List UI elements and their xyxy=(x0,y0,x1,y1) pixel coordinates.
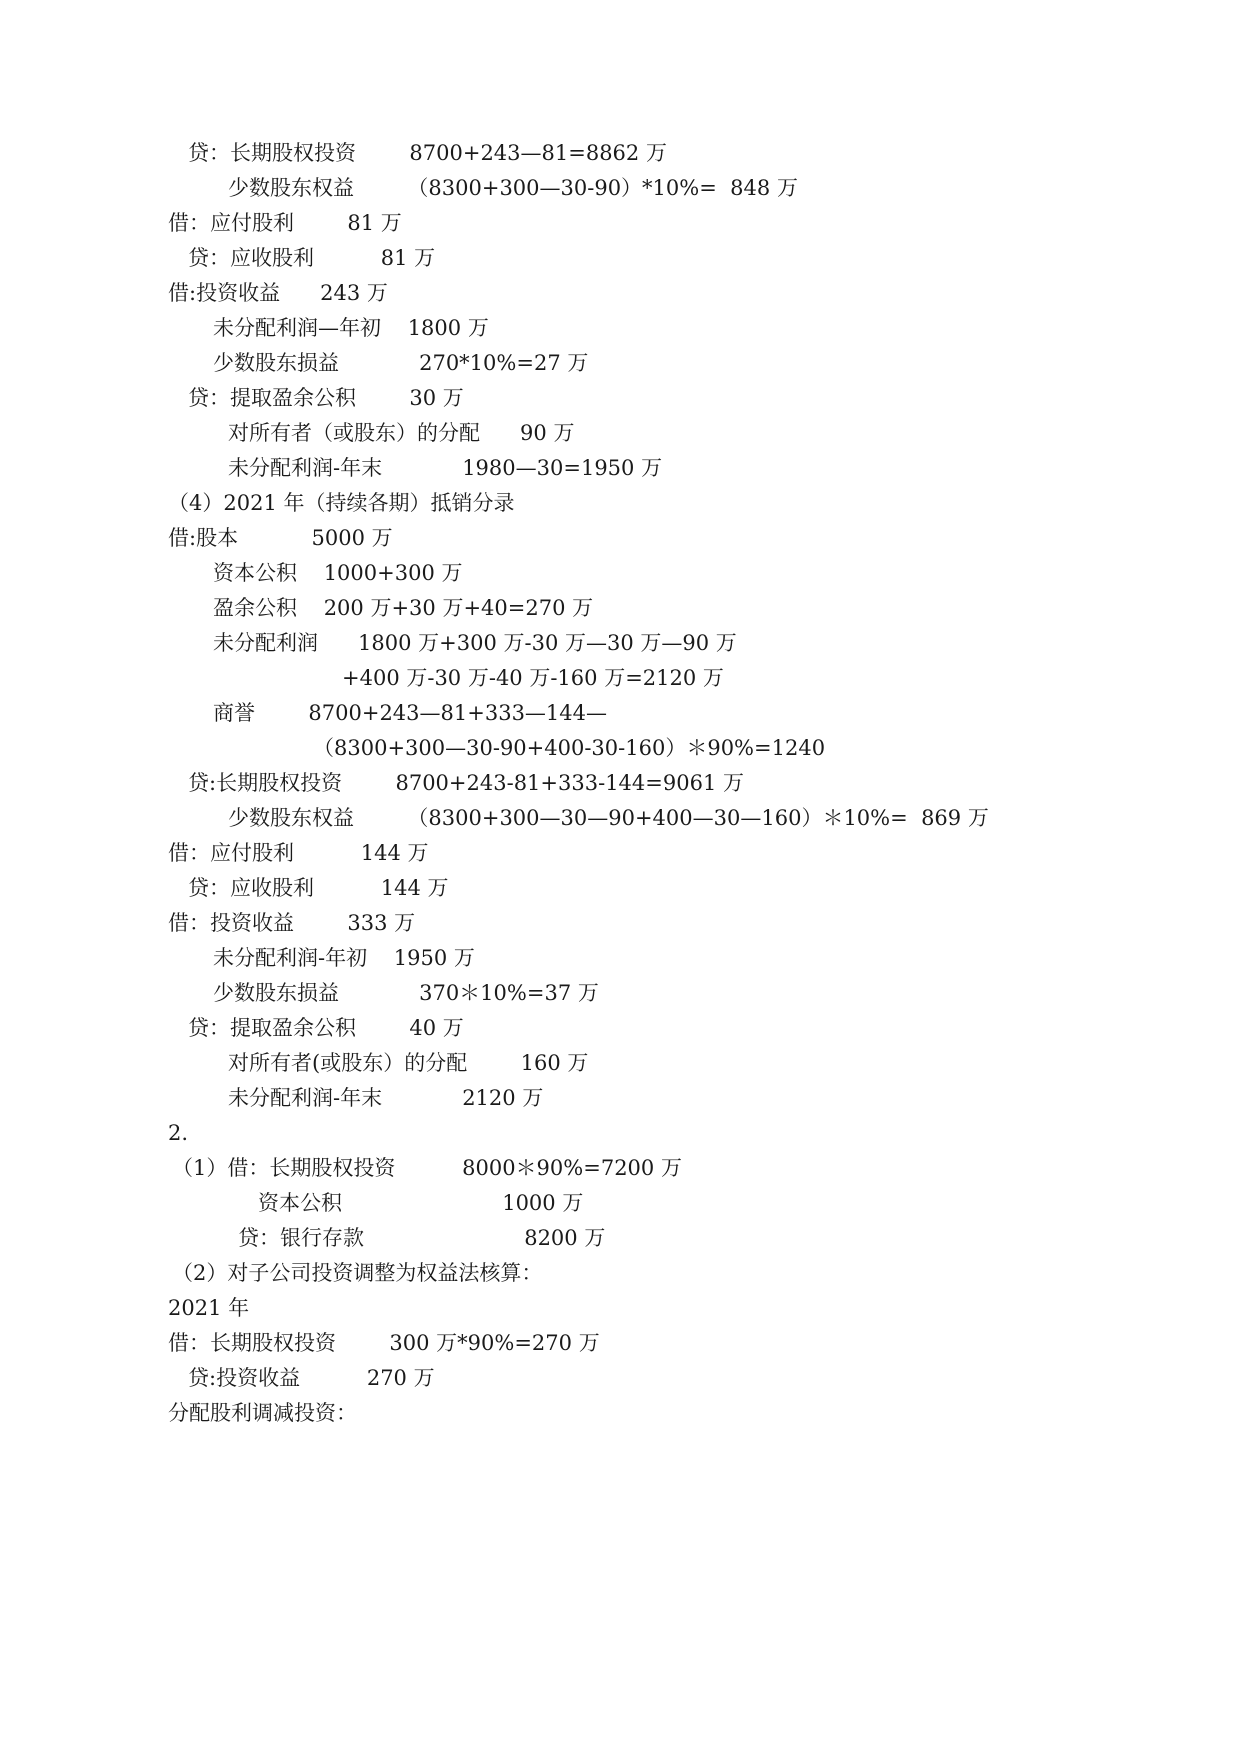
text-line: 贷：银行存款 8200 万 xyxy=(238,1226,606,1250)
text-line: 未分配利润-年末 1980—30=1950 万 xyxy=(228,456,663,480)
text-line: 借：投资收益 333 万 xyxy=(168,911,416,935)
text-line: 未分配利润-年末 2120 万 xyxy=(228,1086,544,1110)
text-line: 未分配利润 1800 万+300 万-30 万—30 万—90 万 xyxy=(213,631,737,655)
text-line: 少数股东权益 （8300+300—30—90+400—30—160）＊10%= 869 万 xyxy=(228,806,989,830)
text-line: 2021 年 xyxy=(168,1296,250,1320)
text-line: （8300+300—30-90+400-30-160）＊90%=1240 xyxy=(313,736,826,760)
text-line: 对所有者（或股东）的分配 90 万 xyxy=(228,421,575,445)
text-line: 贷：应收股利 81 万 xyxy=(188,246,436,270)
text-line: （1）借：长期股权投资 8000＊90%=7200 万 xyxy=(172,1156,682,1180)
text-line: 借:股本 5000 万 xyxy=(168,526,393,550)
text-line: 贷:长期股权投资 8700+243-81+333-144=9061 万 xyxy=(188,771,744,795)
text-line: 未分配利润-年初 1950 万 xyxy=(213,946,475,970)
text-line: 对所有者(或股东）的分配 160 万 xyxy=(228,1051,589,1075)
text-line: 贷:投资收益 270 万 xyxy=(188,1366,435,1390)
text-line: 借：应付股利 81 万 xyxy=(168,211,402,235)
text-line: 资本公积 1000 万 xyxy=(258,1191,584,1215)
text-line: 贷：长期股权投资 8700+243—81=8862 万 xyxy=(188,141,667,165)
text-line: 贷：应收股利 144 万 xyxy=(188,876,449,900)
text-line: 分配股利调减投资： xyxy=(168,1401,357,1425)
section-heading: （4）2021 年（持续各期）抵销分录 xyxy=(168,491,515,515)
text-line: 未分配利润—年初 1800 万 xyxy=(213,316,489,340)
text-line: 商誉 8700+243—81+333—144— xyxy=(213,701,608,725)
text-line: 少数股东损益 370＊10%=37 万 xyxy=(213,981,599,1005)
section-number: 2. xyxy=(168,1121,189,1145)
text-line: 借：长期股权投资 300 万*90%=270 万 xyxy=(168,1331,600,1355)
text-line: 少数股东损益 270*10%=27 万 xyxy=(213,351,589,375)
text-line: 贷：提取盈余公积 30 万 xyxy=(188,386,464,410)
text-line: 盈余公积 200 万+30 万+40=270 万 xyxy=(213,596,594,620)
text-line: 少数股东权益 （8300+300—30-90）*10%= 848 万 xyxy=(228,176,798,200)
section-heading: （2）对子公司投资调整为权益法核算： xyxy=(172,1261,543,1285)
text-line: 借：应付股利 144 万 xyxy=(168,841,429,865)
text-line: 借:投资收益 243 万 xyxy=(168,281,388,305)
text-line: 资本公积 1000+300 万 xyxy=(213,561,463,585)
text-line: +400 万-30 万-40 万-160 万=2120 万 xyxy=(342,666,724,690)
text-line: 贷：提取盈余公积 40 万 xyxy=(188,1016,464,1040)
